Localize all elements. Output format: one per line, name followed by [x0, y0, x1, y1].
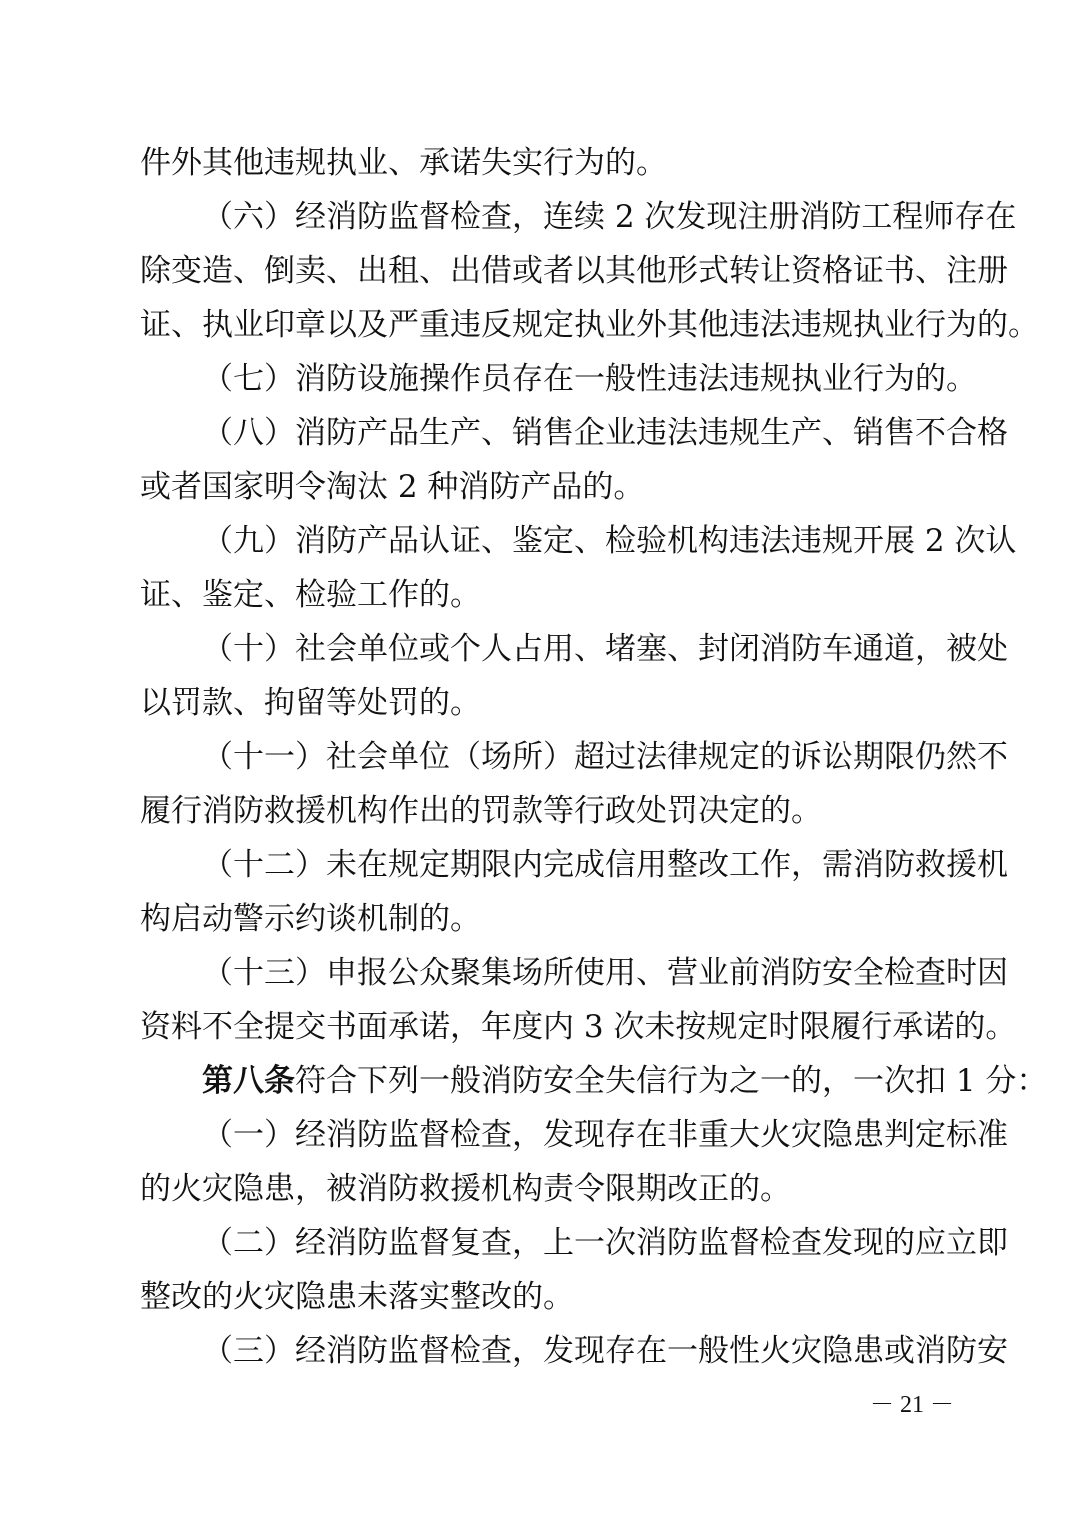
text-line: （六）经消防监督检查，连续 2 次发现注册消防工程师存在 [202, 199, 1017, 235]
text-line: 履行消防救援机构作出的罚款等行政处罚决定的。 [140, 793, 822, 829]
page-number: － 21 － [870, 1392, 954, 1418]
text-line: 证、执业印章以及严重违反规定执业外其他违法违规执业行为的。 [140, 307, 1039, 343]
text-line: 件外其他违规执业、承诺失实行为的。 [140, 145, 667, 181]
text-line: 整改的火灾隐患未落实整改的。 [140, 1279, 574, 1315]
text-line: （十）社会单位或个人占用、堵塞、封闭消防车通道，被处 [202, 631, 1008, 667]
text-line: 除变造、倒卖、出租、出借或者以其他形式转让资格证书、注册 [140, 253, 1008, 289]
text-line: （十二）未在规定期限内完成信用整改工作，需消防救援机 [202, 847, 1008, 883]
text-line: （十一）社会单位（场所）超过法律规定的诉讼期限仍然不 [202, 739, 1008, 775]
text-line: 证、鉴定、检验工作的。 [140, 577, 481, 613]
text-line: （一）经消防监督检查，发现存在非重大火灾隐患判定标准 [202, 1117, 1008, 1153]
article-8-line [202, 1061, 1048, 1101]
text-line: （十三）申报公众聚集场所使用、营业前消防安全检查时因 [202, 955, 1008, 991]
article-8-text: 符合下列一般消防安全失信行为之一的，一次扣 1 分： [295, 1063, 1048, 1099]
text-line: （七）消防设施操作员存在一般性违法违规执业行为的。 [202, 361, 977, 397]
article-8-heading: 第八条 [202, 1063, 295, 1099]
text-line: （九）消防产品认证、鉴定、检验机构违法违规开展 2 次认 [202, 523, 1017, 559]
text-line: 构启动警示约谈机制的。 [140, 901, 481, 937]
text-line: 以罚款、拘留等处罚的。 [140, 685, 481, 721]
text-line: 或者国家明令淘汰 2 种消防产品的。 [140, 469, 645, 505]
text-line: （八）消防产品生产、销售企业违法违规生产、销售不合格 [202, 415, 1008, 451]
text-line: 资料不全提交书面承诺，年度内 3 次未按规定时限履行承诺的。 [140, 1009, 1017, 1045]
text-line: （二）经消防监督复查，上一次消防监督检查发现的应立即 [202, 1225, 1008, 1261]
text-line: （三）经消防监督检查，发现存在一般性火灾隐患或消防安 [202, 1333, 1008, 1369]
text-line: 的火灾隐患，被消防救援机构责令限期改正的。 [140, 1171, 791, 1207]
